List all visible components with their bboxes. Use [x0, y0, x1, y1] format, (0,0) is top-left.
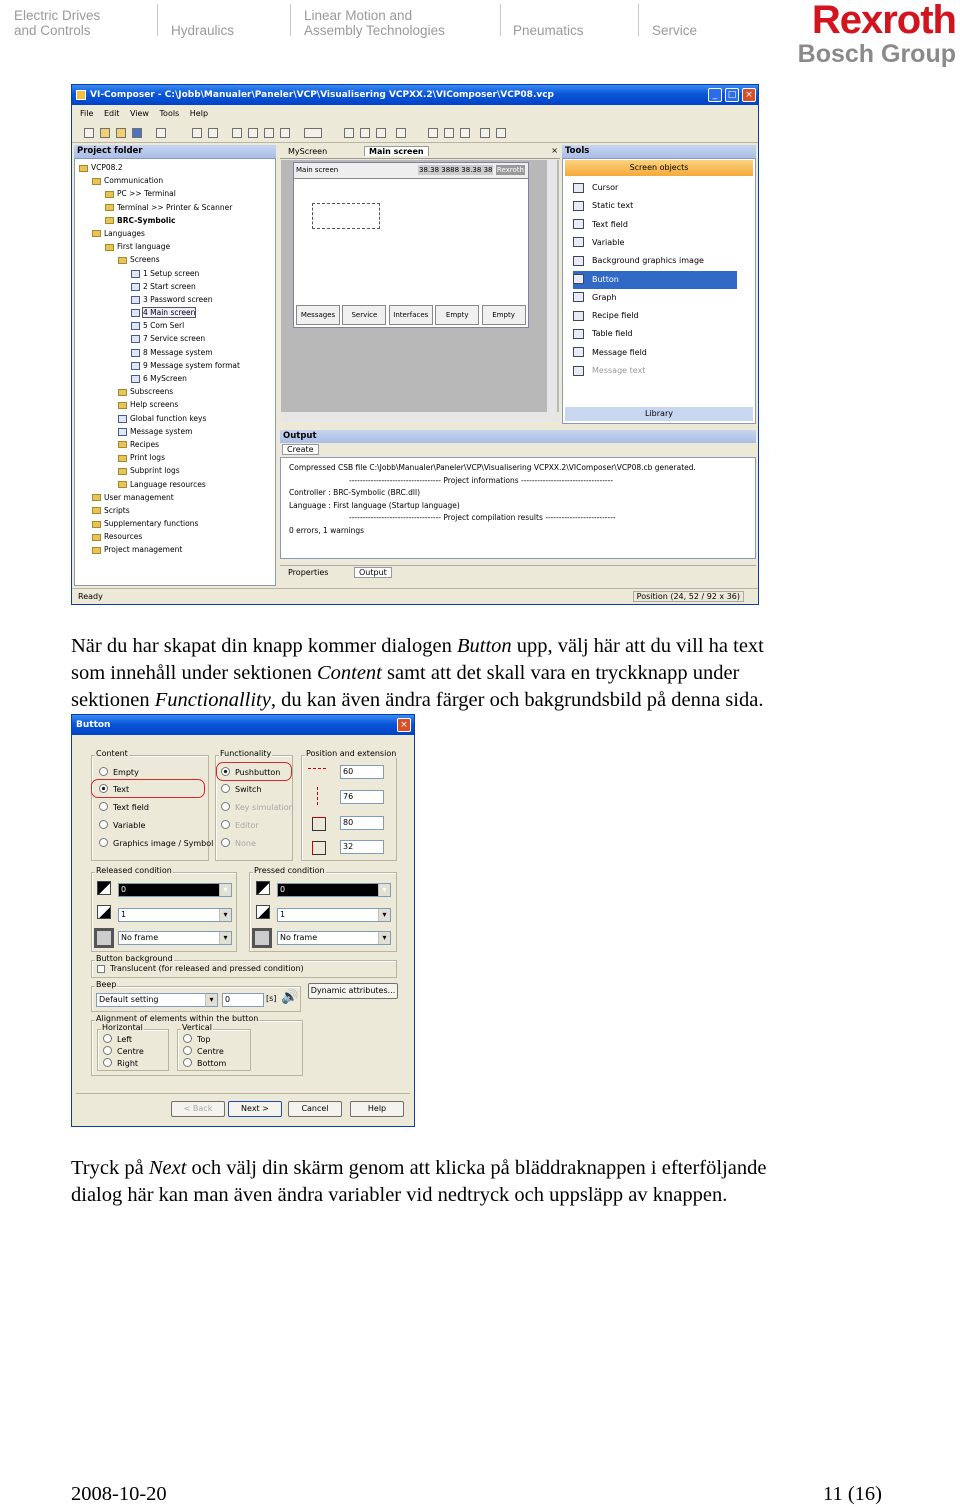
cancel-button[interactable]: Cancel [288, 1101, 342, 1117]
sort-icon[interactable] [460, 128, 470, 138]
static-text-icon [573, 201, 584, 211]
tree-item[interactable] [79, 464, 240, 477]
dialog-title: Button [76, 720, 111, 730]
text-field-icon [573, 219, 584, 229]
image-icon [573, 256, 584, 266]
folder-icon [79, 165, 88, 172]
network-icon[interactable] [480, 128, 490, 138]
tree-item-label: User management [104, 492, 174, 502]
pressed-frame-select[interactable]: No frame ▾ [277, 931, 391, 945]
table-icon[interactable] [444, 128, 454, 138]
tree-item[interactable] [79, 240, 240, 253]
content-textfield-radio[interactable]: Text field [99, 802, 149, 813]
align-left-radio[interactable]: Left [103, 1034, 132, 1045]
tree-item[interactable] [79, 451, 240, 464]
dialog-titlebar [72, 715, 414, 735]
undo-icon[interactable] [192, 128, 202, 138]
menu-tools[interactable]: Tools [159, 109, 180, 118]
header-separator [290, 4, 291, 36]
redo-icon[interactable] [208, 128, 218, 138]
tree-item[interactable] [79, 227, 240, 240]
tree-item-label: Global function keys [130, 413, 207, 423]
new-button-placeholder[interactable] [312, 203, 380, 229]
folder-icon [92, 230, 101, 237]
tab-output[interactable]: Output [354, 567, 392, 578]
tree-item-label: Subscreens [130, 387, 174, 397]
tree-item[interactable] [79, 491, 240, 504]
document-tabs [280, 145, 560, 159]
view-dropdown-icon[interactable] [304, 128, 322, 138]
tree-item[interactable] [79, 253, 240, 266]
bottom-tabs [280, 565, 756, 581]
content-variable-radio[interactable]: Variable [99, 820, 145, 831]
tree-item-label: Help screens [130, 400, 179, 410]
tree-item[interactable] [79, 174, 240, 187]
open-icon[interactable] [100, 128, 110, 138]
height-input[interactable]: 32 [340, 840, 384, 854]
folder-icon [105, 204, 114, 211]
tool-item-label: Variable [592, 237, 625, 247]
graph-icon [573, 292, 584, 302]
softkey-button[interactable]: Service [342, 305, 386, 325]
softkey-row [296, 305, 526, 325]
tree-item-label: Resources [104, 532, 143, 542]
options-icon[interactable] [496, 128, 506, 138]
align-centre-radio[interactable]: Centre [103, 1046, 144, 1057]
tool-item[interactable] [573, 271, 737, 289]
folder-icon [118, 402, 127, 409]
back-button: < Back [171, 1101, 225, 1117]
tree-item[interactable] [79, 161, 240, 174]
released-color-select[interactable]: 0 ▾ [118, 883, 232, 897]
tree-item-label: Project management [104, 545, 183, 555]
menu-edit[interactable]: Edit [103, 109, 120, 118]
content-text-radio[interactable]: Text [99, 784, 129, 795]
vi-composer-window [71, 84, 759, 605]
tree-item-label: Screens [130, 255, 160, 265]
alignment-label: Alignment of elements within the button [96, 1014, 259, 1023]
screen-icon [131, 349, 140, 357]
delete-icon[interactable] [280, 128, 290, 138]
compile-icon[interactable] [344, 128, 354, 138]
tab-myscreen[interactable]: MyScreen [288, 147, 328, 156]
variable-icon [573, 237, 584, 247]
next-button[interactable]: Next > [228, 1101, 282, 1117]
vertical-scrollbar[interactable] [547, 160, 557, 412]
tab-create[interactable]: Create [282, 444, 319, 455]
tree-item-label: Communication [104, 176, 164, 186]
help-button[interactable]: Help [350, 1101, 404, 1117]
screen-icon [131, 375, 140, 383]
folder-icon [118, 468, 127, 475]
pressed-label: Pressed condition [254, 866, 325, 875]
tree-item-label: Supplementary functions [104, 519, 199, 529]
tree-item[interactable] [79, 504, 240, 517]
released-label: Released condition [96, 866, 172, 875]
tool-item-label: Static text [592, 201, 634, 211]
x-position-input[interactable]: 60 [340, 765, 384, 779]
tree-item[interactable] [79, 425, 240, 438]
width-input[interactable]: 80 [340, 816, 384, 830]
functionality-label: Functionality [220, 749, 272, 758]
vertical-label: Vertical [182, 1023, 212, 1032]
pressed-color-select[interactable]: 0 ▾ [277, 883, 391, 897]
tree-item[interactable] [79, 319, 240, 332]
tree-item-label: Languages [104, 228, 145, 238]
message-icon [573, 347, 584, 357]
new-icon[interactable] [84, 128, 94, 138]
tree-item[interactable] [79, 187, 240, 200]
tree-item-label: PC >> Terminal [117, 189, 176, 199]
speaker-icon[interactable]: 🔊 [281, 989, 299, 1005]
minimize-icon[interactable]: _ [708, 88, 722, 102]
align-bottom-radio[interactable]: Bottom [183, 1058, 226, 1069]
tool-item-label: Button [592, 274, 619, 284]
app-icon [76, 90, 86, 100]
folder-icon [92, 521, 101, 528]
screen-icon[interactable] [376, 128, 386, 138]
output-line: Controller : BRC-Symbolic (BRC.dll) [289, 488, 421, 497]
output-log [280, 457, 756, 559]
tree-list [79, 161, 240, 557]
tree-item[interactable] [79, 543, 240, 556]
tool-item[interactable] [573, 289, 617, 307]
screen-icon [118, 415, 127, 423]
tree-item-label: BRC-Symbolic [117, 215, 176, 225]
tree-item[interactable] [79, 293, 240, 306]
tool-item-label: Background graphics image [592, 256, 704, 266]
status-position: Position (24, 52 / 92 x 36) [633, 591, 744, 602]
output-line: ---------------------------------- Project compilation results -------------------------- [349, 513, 616, 522]
pushbutton-radio[interactable]: Pushbutton [221, 767, 280, 778]
softkey-button[interactable]: Interfaces [389, 305, 433, 325]
status-text: Ready [78, 592, 103, 601]
tree-item-label: Print logs [130, 453, 165, 463]
horizontal-label: Horizontal [102, 1023, 143, 1032]
softkey-button[interactable]: Empty [482, 305, 526, 325]
cursor-icon [573, 183, 584, 193]
tool-item [573, 362, 645, 380]
folder-icon [105, 191, 114, 198]
status-bar [72, 588, 758, 604]
footer-date: 2008-10-20 [71, 1483, 167, 1505]
screen-objects-title: Screen objects [565, 160, 753, 176]
tree-item-label: VCP08.2 [91, 163, 123, 172]
header-separator [500, 4, 501, 36]
output-tabbar [280, 443, 756, 457]
softkey-button[interactable]: Messages [296, 305, 340, 325]
paste-icon[interactable] [264, 128, 274, 138]
tool-item-label: Message text [592, 366, 646, 375]
screen-title: Main screen [296, 166, 339, 174]
graphics-icon[interactable] [396, 128, 406, 138]
switch-radio[interactable]: Switch [221, 784, 261, 795]
beep-duration-input[interactable]: 0 [222, 993, 264, 1007]
header-separator [638, 4, 639, 36]
none-radio: None [221, 838, 256, 849]
menu-file[interactable]: File [80, 109, 94, 118]
translucent-label: Translucent (for released and pressed condition) [110, 964, 304, 973]
output-title: Output [280, 430, 756, 443]
tree-item-label: 6 MyScreen [143, 374, 187, 383]
tree-item[interactable] [79, 478, 240, 491]
tool-item-label: Cursor [592, 183, 619, 192]
tree-item-label: 5 Com Serl [143, 321, 185, 331]
transfer-icon[interactable] [360, 128, 370, 138]
table-icon [573, 329, 584, 339]
recipe-icon [573, 311, 584, 321]
window-titlebar [72, 85, 758, 105]
foreground-color-icon [97, 881, 111, 895]
tree-item-label: 2 Start screen [143, 281, 196, 291]
tool-item[interactable] [573, 252, 704, 270]
menu-bar [72, 106, 758, 122]
tool-icon[interactable] [428, 128, 438, 138]
folder-icon [118, 481, 127, 488]
tree-item[interactable] [79, 517, 240, 530]
screen-icon [131, 322, 140, 330]
output-line: ---------------------------------- Project informations ---------------------------------- [349, 475, 614, 485]
tree-item[interactable] [79, 306, 240, 319]
output-line: Compressed CSB file C:\Jobb\Manualer\Paneler\VCP\Visualisering VCPXX.2\VIComposer\VCP08.cb generated. [289, 463, 696, 472]
output-line: Language : First language (Startup language) [289, 500, 460, 510]
screen-header-digits: 38.38 3888 38.38 38 [419, 166, 493, 174]
tree-item[interactable] [79, 332, 240, 345]
save-icon[interactable] [132, 128, 142, 138]
library-bar[interactable]: Library [565, 407, 753, 421]
screen-icon [118, 428, 127, 436]
folder-icon [92, 547, 101, 554]
tool-item[interactable] [573, 216, 628, 234]
properties-icon[interactable] [156, 128, 166, 138]
tree-item-label: 1 Setup screen [143, 268, 200, 278]
folder-icon [92, 178, 101, 185]
tree-item[interactable] [79, 267, 240, 280]
footer-page-number: 11 (16) [822, 1483, 882, 1505]
translucent-checkbox[interactable] [97, 965, 105, 973]
copy-icon[interactable] [248, 128, 258, 138]
header-category-pneumatics: Pneumatics [513, 23, 584, 38]
position-label: Position and extension [306, 749, 397, 758]
dynamic-attributes-button[interactable]: Dynamic attributes... [308, 983, 398, 999]
x-position-icon [308, 768, 326, 778]
close-document-icon[interactable]: × [551, 146, 558, 155]
toolbar [72, 123, 758, 143]
tool-item[interactable] [573, 307, 639, 325]
tree-item-label: Scripts [104, 505, 130, 515]
tree-item-label: Language resources [130, 479, 206, 489]
tree-item-label: Terminal >> Printer & Scanner [117, 202, 233, 212]
tool-item[interactable] [573, 234, 624, 252]
released-frame-select[interactable]: No frame ▾ [118, 931, 232, 945]
tools-title: Tools [562, 145, 756, 158]
tool-item-label: Recipe field [592, 311, 639, 321]
editor-radio: Editor [221, 820, 259, 831]
tree-item[interactable] [79, 346, 240, 359]
tree-item[interactable] [79, 438, 240, 451]
screen-editor [281, 160, 559, 412]
tree-item-label: 4 Main screen [143, 308, 196, 318]
folder-icon [105, 217, 114, 224]
folder-icon[interactable] [116, 128, 126, 138]
rexroth-logo: Rexroth [811, 0, 956, 42]
folder-icon [105, 244, 114, 251]
background-color-icon [97, 905, 111, 919]
tree-item[interactable] [79, 412, 240, 425]
align-vcentre-radio[interactable]: Centre [183, 1046, 224, 1057]
header-category-service: Service [652, 23, 698, 38]
tree-item-label: 3 Password screen [143, 294, 213, 304]
tree-item-label: 8 Message system [143, 347, 213, 357]
foreground-color-icon [256, 881, 270, 895]
header-category-hydraulics: Hydraulics [171, 23, 235, 38]
dialog-close-icon[interactable]: × [397, 718, 411, 732]
height-icon [312, 841, 326, 855]
align-top-radio[interactable]: Top [183, 1034, 211, 1045]
button-background-label: Button background [96, 954, 173, 963]
tool-item-label: Graph [592, 292, 617, 302]
tree-item-label: 7 Service screen [143, 334, 206, 344]
folder-icon [118, 455, 127, 462]
y-position-input[interactable]: 76 [340, 790, 384, 804]
header-category-linear-motion: Linear Motion and Assembly Technologies [304, 8, 445, 38]
content-label: Content [96, 749, 128, 758]
tool-item[interactable] [573, 325, 633, 343]
folder-icon [92, 507, 101, 514]
maximize-icon[interactable]: □ [725, 88, 739, 102]
tool-item[interactable] [573, 197, 633, 215]
y-position-icon [317, 787, 327, 805]
menu-help[interactable]: Help [189, 109, 209, 118]
pressed-value-select[interactable]: 1 ▾ [277, 908, 391, 922]
paragraph-next-step: Tryck på Next och välj din skärm genom att klicka på bläddraknappen i efterföljande dialog här kan man även ändra variabler vid nedtryck och uppsläpp av knappen. [71, 1157, 767, 1206]
folder-icon [118, 389, 127, 396]
cut-icon[interactable] [232, 128, 242, 138]
tree-item[interactable] [79, 359, 240, 372]
screen-icon [131, 362, 140, 370]
content-empty-radio[interactable]: Empty [99, 767, 139, 778]
tools-panel [562, 158, 756, 424]
tool-item-label: Text field [592, 219, 628, 229]
folder-icon [92, 534, 101, 541]
folder-icon [118, 257, 127, 264]
frame-icon [252, 928, 272, 948]
tree-item-label: First language [117, 242, 171, 252]
bosch-group-logo: Bosch Group [797, 40, 956, 68]
tool-item-label: Message field [592, 347, 647, 357]
tree-item[interactable] [79, 372, 240, 385]
released-value-select[interactable]: 1 ▾ [118, 908, 232, 922]
project-folder-title: Project folder [74, 145, 276, 158]
screen-header [294, 163, 528, 179]
width-icon [312, 817, 326, 831]
screen-canvas[interactable] [293, 162, 529, 328]
background-color-icon [256, 905, 270, 919]
highlight-text-option [91, 779, 205, 798]
message-text-icon [573, 366, 584, 376]
frame-icon [94, 928, 114, 948]
key-simulation-radio: Key simulation [221, 802, 294, 813]
screen-icon [131, 270, 140, 278]
tree-item[interactable] [79, 530, 240, 543]
tree-item-label: 9 Message system format [143, 360, 240, 370]
paragraph-intro: När du har skapat din knapp kommer dialogen Button upp, välj här att du vill ha text som innehåll under sektionen Content samt att det skall vara en tryckknapp under sektionen Functionallity, du kan även ändra färger och bakgrundsbild på denna sida. [71, 635, 764, 711]
tab-properties[interactable]: Properties [288, 568, 329, 577]
tree-item[interactable] [79, 398, 240, 411]
window-title: VI-Composer - C:\Jobb\Manualer\Paneler\VCP\Visualisering VCPXX.2\VIComposer\VCP08.vcp [90, 90, 555, 100]
folder-icon [118, 441, 127, 448]
close-icon[interactable]: × [742, 88, 756, 102]
align-right-radio[interactable]: Right [103, 1058, 138, 1069]
divider [76, 1093, 410, 1094]
header-separator [157, 4, 158, 36]
tree-item[interactable] [79, 201, 240, 214]
menu-view[interactable]: View [129, 109, 149, 118]
tree-item-label: Message system [130, 426, 193, 436]
header-category-electric-drives: Electric Drives and Controls [14, 8, 101, 38]
button-dialog [71, 714, 415, 1127]
content-graphics-radio[interactable]: Graphics image / Symbol [99, 838, 213, 849]
screen-icon [131, 309, 140, 317]
tab-main-screen[interactable]: Main screen [364, 146, 429, 156]
button-icon [573, 274, 584, 284]
folder-icon [92, 494, 101, 501]
project-tree [74, 158, 276, 586]
tool-item[interactable] [573, 179, 618, 197]
tree-item[interactable] [79, 214, 240, 227]
tree-item-label: Recipes [130, 439, 159, 449]
tree-item-label: Subprint logs [130, 466, 180, 476]
tool-item-label: Table field [592, 329, 633, 339]
screen-icon [131, 335, 140, 343]
beep-label: Beep [96, 980, 117, 989]
screen-icon [131, 283, 140, 291]
tree-item[interactable] [79, 385, 240, 398]
tree-item[interactable] [79, 280, 240, 293]
beep-unit: [s] [266, 994, 277, 1003]
softkey-button[interactable]: Empty [435, 305, 479, 325]
horizontal-scrollbar[interactable] [281, 412, 559, 422]
output-line: 0 errors, 1 warnings [289, 525, 365, 535]
tool-item[interactable] [573, 344, 647, 362]
beep-setting-select[interactable]: Default setting ▾ [96, 993, 218, 1007]
screen-header-logo: Rexroth [496, 166, 524, 174]
highlight-pushbutton-option [216, 762, 292, 781]
screen-icon [131, 296, 140, 304]
